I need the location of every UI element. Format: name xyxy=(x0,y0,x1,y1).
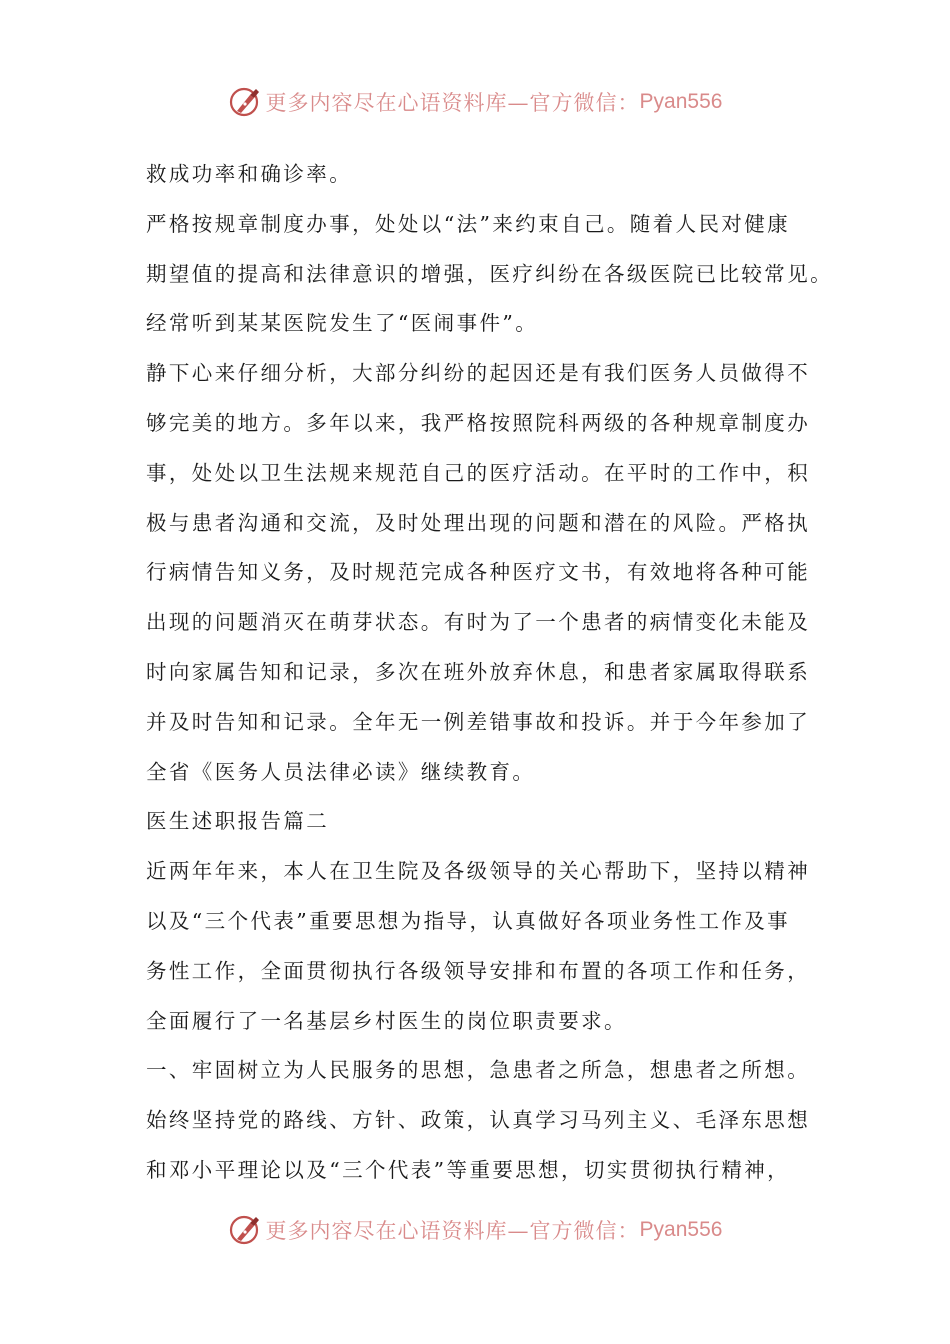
text-line: 近两年年来，本人在卫生院及各级领导的关心帮助下，坚持以精神 xyxy=(146,859,811,884)
text-line: 始终坚持党的路线、方针、政策，认真学习马列主义、毛泽东思想 xyxy=(146,1108,811,1133)
header-watermark xyxy=(0,82,950,122)
document-body xyxy=(146,150,833,1196)
text-line: 一、牢固树立为人民服务的思想，急患者之所急，想患者之所想。 xyxy=(146,1058,811,1083)
text-line: 静下心来仔细分析，大部分纠纷的起因还是有我们医务人员做得不 xyxy=(146,361,811,386)
text-line: 医生述职报告篇二 xyxy=(146,809,330,834)
text-line: 全面履行了一名基层乡村医生的岗位职责要求。 xyxy=(146,1008,627,1033)
text-line: 并及时告知和记录。全年无一例差错事故和投诉。并于今年参加了 xyxy=(146,709,811,734)
text-line: 救成功率和确诊率。 xyxy=(146,162,353,186)
text-line: 期望值的提高和法律意识的增强，医疗纠纷在各级医院已比较常见。 xyxy=(146,261,833,286)
text-line: 时向家属告知和记录，多次在班外放弃休息，和患者家属取得联系 xyxy=(146,659,811,684)
pen-nib-logo-icon xyxy=(228,1213,262,1247)
text-line: 务性工作，全面贯彻执行各级领导安排和布置的各项工作和任务， xyxy=(146,958,811,983)
footer-watermark xyxy=(0,1210,950,1250)
text-line: 够完美的地方。多年以来，我严格按照院科两级的各种规章制度办 xyxy=(146,410,811,435)
watermark-account: Pyan556 xyxy=(639,1218,723,1241)
text-line: 极与患者沟通和交流，及时处理出现的问题和潜在的风险。严格执 xyxy=(146,510,811,535)
text-line: 以及“三个代表”重要思想为指导，认真做好各项业务性工作及事 xyxy=(146,908,791,933)
text-line: 全省《医务人员法律必读》继续教育。 xyxy=(146,759,536,784)
text-line: 严格按规章制度办事，处处以“法”来约束自己。随着人民对健康 xyxy=(146,211,791,236)
pen-nib-logo-icon xyxy=(228,85,262,119)
text-line: 行病情告知义务，及时规范完成各种医疗文书，有效地将各种可能 xyxy=(146,560,811,585)
text-line: 出现的问题消灭在萌芽状态。有时为了一个患者的病情变化未能及 xyxy=(146,610,811,635)
watermark-text: 更多内容尽在心语资料库—官方微信： xyxy=(265,91,640,115)
watermark-text: 更多内容尽在心语资料库—官方微信： xyxy=(265,1219,640,1243)
text-line: 事，处处以卫生法规来规范自己的医疗活动。在平时的工作中，积 xyxy=(146,460,811,485)
watermark-account: Pyan556 xyxy=(639,90,723,113)
text-line: 和邓小平理论以及“三个代表”等重要思想，切实贯彻执行精神， xyxy=(146,1157,791,1182)
text-line: 经常听到某某医院发生了“医闹事件”。 xyxy=(146,311,539,336)
